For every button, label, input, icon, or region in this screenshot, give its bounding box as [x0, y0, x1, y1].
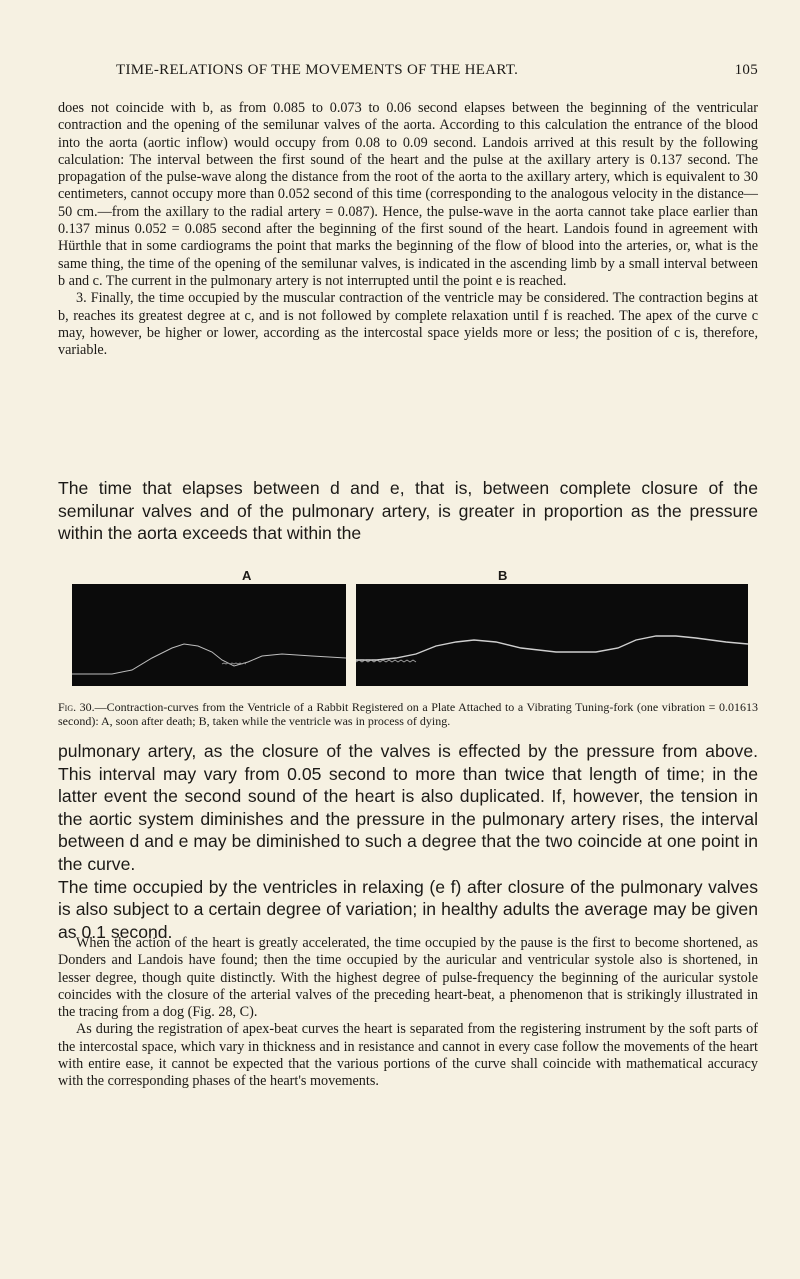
panel-label-a: A [242, 568, 252, 583]
large-text-block-1 [58, 477, 758, 545]
paragraph-aortic-inflow: does not coincide with b, as from 0.085 to 0.073 to 0.06 second elapses between the beginning of the ventricular contraction and the opening of the semilunar valves of the aorta. According to this calculation the entrance of the blood into the aorta (aortic inflow) would occupy from 0.08 to 0.09 second. Landois arrived at this result by the following calculation: The interval between the first sound of the heart and the pulse at the axillary artery is 0.137 second. The propagation of the pulse-wave along the distance from the root of the aorta to the axillary artery, which is equivalent to 30 centimeters, cannot occupy more than 0.052 second of this time (corresponding to the analogous velocity in the distance—50 cm.—from the axillary to the radial artery = 0.087). Hence, the pulse-wave in the aorta cannot take place earlier than 0.137 minus 0.052 = 0.085 second after the beginning of the first sound of the heart. Landois found in agreement with Hürthle that in some cardiograms the point that marks the beginning of the flow of blood into the arteries, or, what is the same thing, the time of the opening of the semilunar valves, is indicated in the ascending limb by a small interval between b and c. The current in the pulmonary artery is not interrupted until the point e is reached. [58, 100, 758, 289]
top-text-block [58, 100, 758, 359]
tracing-panel-b [356, 584, 748, 686]
large-text-block-2 [58, 740, 758, 943]
tracing-b-svg [356, 584, 748, 686]
paragraph-interval-d-e: The time that elapses between d and e, that is, between complete closure of the semilunar valves and of the pulmonary artery, is greater in proportion as the pressure within the aorta exceeds that within the [58, 478, 758, 544]
contraction-curve-a [72, 644, 346, 674]
page-number: 105 [734, 62, 758, 78]
figure-30 [58, 568, 758, 688]
paragraph-accelerated-action: When the action of the heart is greatly accelerated, the time occupied by the pause is the first to become shortened, as Donders and Landois have found; then the time occupied by the auricular and ventricular systole also is shortened, in lesser degree, though quite distinctly. With the highest degree of pulse-frequency the beginning of the auricular systole coincides with the closure of the arterial valves of the preceding heart-beat, a phenomenon that is strikingly illustrated in the tracing from a dog (Fig. 28, C). [58, 935, 758, 1021]
figure-caption-text: —Contraction-curves from the Ventricle of a Rabbit Registered on a Plate Attached to a Vibrating Tuning-fork (one vibration = 0.01613 second): A, soon after death; B, taken while the ventricle was in process of dying. [58, 700, 758, 728]
paragraph-pulmonary-closure: pulmonary artery, as the closure of the valves is effected by the pressure from above. This interval may vary from 0.05 second to more than twice that length of time; in the latter event the second sound of the heart is also duplicated. If, however, the tension in the aortic system diminishes and the pressure in the pulmonary artery rises, the interval between d and e may be diminished to such a degree that the two coincide at one point in the curve. [58, 741, 758, 874]
running-title: TIME-RELATIONS OF THE MOVEMENTS OF THE HEART. [116, 62, 519, 78]
running-header [58, 62, 758, 84]
figure-number: Fig. 30. [58, 700, 95, 714]
paragraph-apex-beat: As during the registration of apex-beat curves the heart is separated from the registering instrument by the soft parts of the intercostal space, which vary in thickness and in resistance and cannot in every case follow the movements of the heart with entire ease, it cannot be expected that the various portions of the curve shall coincide with mathematical accuracy with the corresponding phases of the heart's movements. [58, 1021, 758, 1090]
tracing-a-svg [72, 584, 346, 686]
contraction-curve-b [356, 636, 748, 660]
figure-caption [58, 700, 758, 728]
paragraph-relaxation: The time occupied by the ventricles in relaxing (e f) after closure of the pulmonary valves is also subject to a certain degree of variation; in healthy adults the average may be given as 0.1 second. [58, 876, 758, 942]
panel-label-b: B [498, 568, 508, 583]
tuning-fork-trace-b [356, 660, 416, 662]
paragraph-muscular-contraction: 3. Finally, the time occupied by the muscular contraction of the ventricle may be considered. The contraction begins at b, reaches its greatest degree at c, and is not followed by complete relaxation until f is reached. The apex of the curve c may, however, be higher or lower, according as the intercostal space yields more or less; the position of c is, therefore, variable. [58, 290, 758, 359]
bottom-text-block [58, 935, 758, 1091]
tracing-panel-a [72, 584, 346, 686]
